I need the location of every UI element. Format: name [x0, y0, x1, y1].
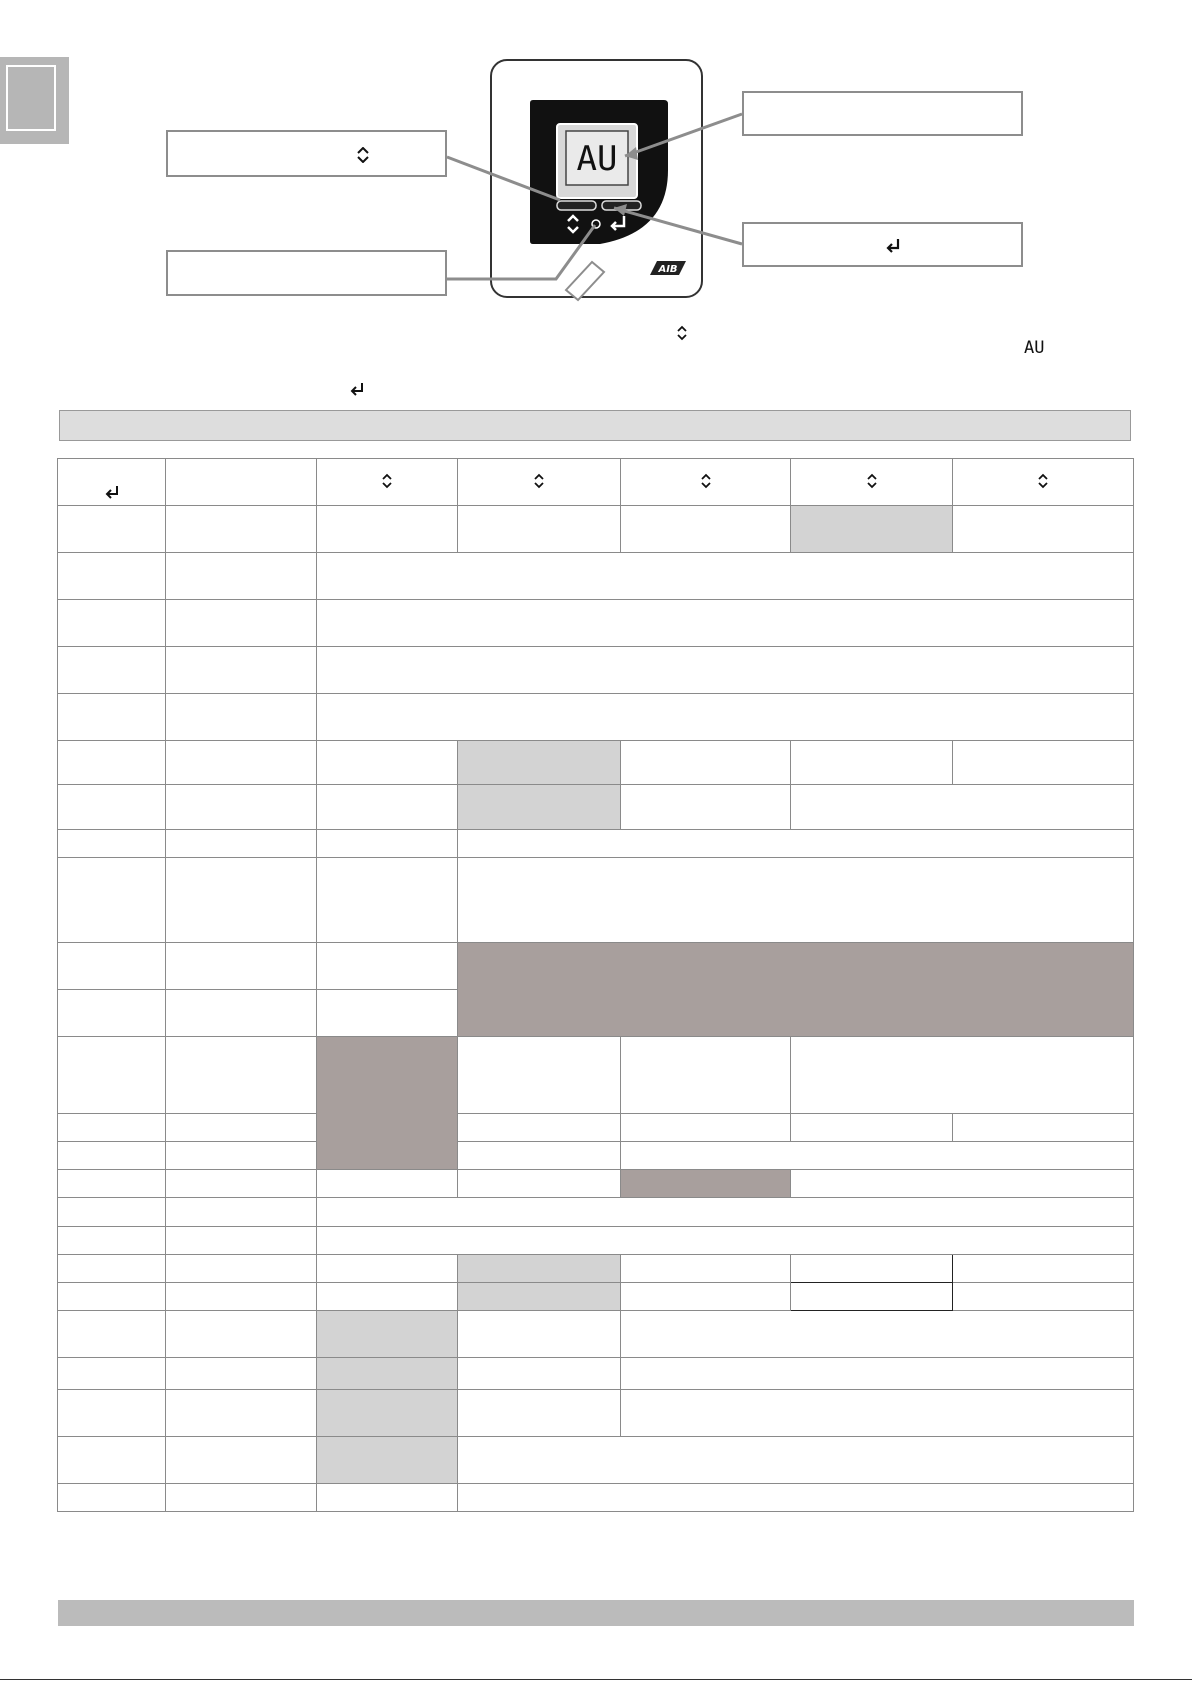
header-cell [317, 459, 458, 506]
table-row [58, 600, 1134, 647]
table-row [58, 785, 1134, 830]
header-cell [953, 459, 1134, 506]
table-row [58, 858, 1134, 943]
page-bottom-rule [0, 1679, 1192, 1680]
chevron-updown-icon [356, 147, 370, 163]
callout-select [166, 130, 447, 177]
chevron-updown-icon [1036, 473, 1050, 489]
table-row [58, 943, 1134, 990]
lcd-text: AU [576, 139, 618, 179]
chevron-updown-icon [380, 473, 394, 489]
header-cell [58, 459, 166, 506]
table-header-row [58, 459, 1134, 506]
return-arrow-icon [885, 238, 901, 254]
settings-table [57, 458, 1134, 1512]
table-row [58, 1198, 1134, 1227]
chevron-updown-icon [532, 473, 546, 489]
chevron-updown-icon [675, 325, 689, 341]
table-row [58, 1390, 1134, 1437]
section-header-bar [59, 410, 1131, 441]
footer-bar [58, 1600, 1134, 1626]
table-row [58, 830, 1134, 858]
lcd-ref-text: AU [1024, 338, 1045, 358]
table-row [58, 694, 1134, 741]
return-arrow-icon [104, 484, 120, 500]
svg-text:AIB: AIB [658, 264, 678, 275]
return-arrow-icon [349, 381, 365, 397]
header-cell [166, 459, 317, 506]
table-row [58, 1227, 1134, 1255]
header-cell [621, 459, 791, 506]
table-row [58, 741, 1134, 785]
chevron-updown-icon [865, 473, 879, 489]
select-button [557, 201, 596, 210]
table-row [58, 1437, 1134, 1484]
callout-enter [742, 222, 1023, 267]
table-row [58, 1114, 1134, 1142]
table-row [58, 1283, 1134, 1311]
table-row [58, 1484, 1134, 1512]
table-row [58, 1358, 1134, 1390]
table-row [58, 1311, 1134, 1358]
callout-lcd [742, 91, 1023, 136]
table-row [58, 1037, 1134, 1114]
table-row [58, 553, 1134, 600]
table-row [58, 1170, 1134, 1198]
table-row [58, 506, 1134, 553]
header-cell [791, 459, 953, 506]
table-row [58, 1255, 1134, 1283]
table-row [58, 647, 1134, 694]
callout-pin [166, 250, 447, 296]
table-row [58, 1142, 1134, 1170]
chevron-updown-icon [699, 473, 713, 489]
header-cell [458, 459, 621, 506]
